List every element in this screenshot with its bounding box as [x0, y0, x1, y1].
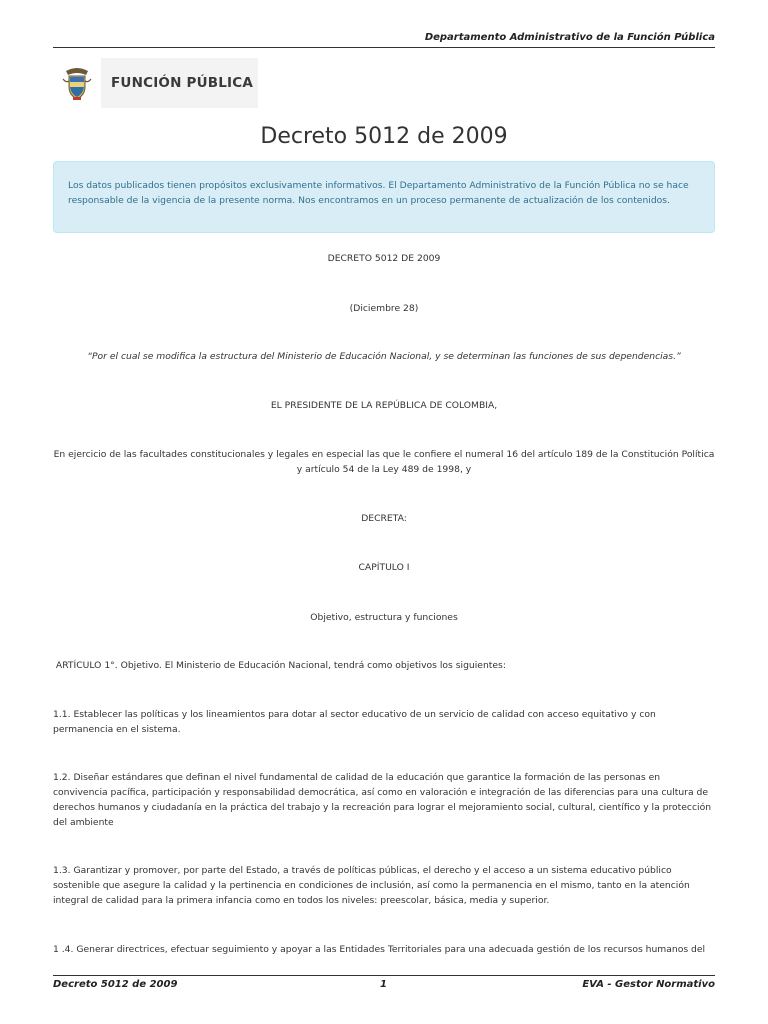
faculties-paragraph: En ejercicio de las facultades constitucionales y legales en especial las que le confiere el numeral 16 del artículo 189 de la Constitución Política y artículo 54 de la Ley 489 de 1998, y [53, 449, 715, 475]
item-1-3: 1.3. Garantizar y promover, por parte del Estado, a través de políticas públicas, el derecho y el acceso a un sistema educativo público sostenible que asegure la calidad y la pertinencia en condiciones de inclusión, así como la permanencia en el mismo, tanto en la atención integral de calidad para la primera infancia como en todos los niveles: preescolar, básica, media y superior. [53, 865, 690, 906]
chapter-heading: CAPÍTULO I [358, 562, 410, 573]
chapter-title: Objetivo, estructura y funciones [310, 612, 458, 623]
president-line: EL PRESIDENTE DE LA REPÚBLICA DE COLOMBIA, [270, 400, 498, 411]
footer-rule [53, 975, 715, 976]
item-1-4: 1 .4. Generar directrices, efectuar seguimiento y apoyar a las Entidades Territoriales para una adecuada gestión de los recursos humanos del [53, 944, 706, 955]
decree-date: (Diciembre 28) [349, 303, 419, 314]
department-name: Departamento Administrativo de la Función Pública [424, 32, 715, 43]
article-1: ARTÍCULO 1°. Objetivo. El Ministerio de Educación Nacional, tendrá como objetivos los siguientes: [53, 660, 506, 671]
page-header [53, 31, 715, 48]
page-number: 1 [380, 979, 387, 990]
item-1-1: 1.1. Establecer las políticas y los lineamientos para dotar al sector educativo de un servicio de calidad con acceso equitativo y con permanencia en el sistema. [53, 709, 656, 735]
footer-system-name: EVA - Gestor Normativo [582, 979, 715, 990]
funcion-publica-logo [53, 58, 258, 108]
decreta-heading: DECRETA: [361, 513, 407, 524]
disclaimer-notice: Los datos publicados tienen propósitos exclusivamente informativos. El Departamento Administrativo de la Función Pública no se hace responsable de la vigencia de la presente norma. Nos encontramos en un proceso permanente de actualización de los contenidos. [53, 161, 715, 233]
coat-of-arms-icon [53, 58, 101, 108]
item-1-2: 1.2. Diseñar estándares que definan el nivel fundamental de calidad de la educación que garantice la formación de las personas en convivencia pacífica, participación y responsabilidad democrática, así como en valoración e integración de las diferencias para una cultura de derechos humanos y ciudadanía en la práctica del trabajo y la recreación para lograr el mejoramiento social, cultural, científico y la protección del ambiente [53, 772, 712, 828]
logo-text: FUNCIÓN PÚBLICA [111, 75, 254, 91]
footer-document-name: Decreto 5012 de 2009 [53, 979, 178, 990]
decree-subtitle: “Por el cual se modifica la estructura del Ministerio de Educación Nacional, y se determinan las funciones de sus dependencias.” [87, 351, 681, 362]
decree-heading: DECRETO 5012 DE 2009 [327, 253, 441, 264]
document-title: Decreto 5012 de 2009 [260, 124, 508, 149]
